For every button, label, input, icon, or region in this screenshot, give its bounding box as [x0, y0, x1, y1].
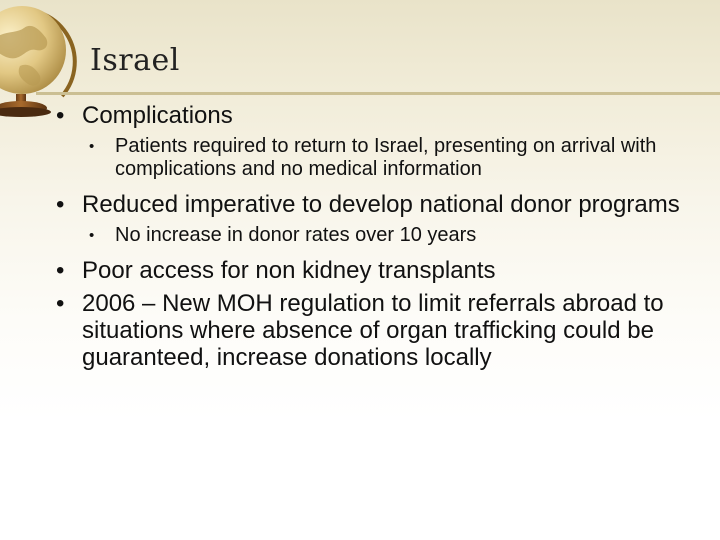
- bullet-text: Patients required to return to Israel, presenting on arrival with complications and no medical information: [115, 135, 657, 180]
- bullet-text: Reduced imperative to develop national donor programs: [82, 191, 680, 218]
- bullet-icon: •: [56, 102, 65, 129]
- slide-title: Israel: [90, 43, 180, 78]
- bullet-icon: •: [56, 257, 65, 284]
- bullet-icon: •: [89, 138, 95, 155]
- bullet-text: Complications: [82, 102, 233, 129]
- sub-bullet-no-increase: [56, 224, 696, 247]
- slide-content: [56, 102, 696, 377]
- title-divider: [36, 92, 720, 95]
- bullet-poor-access: [56, 257, 696, 284]
- bullet-moh-regulation: [56, 290, 696, 371]
- bullet-text: Poor access for non kidney transplants: [82, 257, 496, 284]
- bullet-text: 2006 – New MOH regulation to limit referrals abroad to situations where absence of organ trafficking could be guaranteed, increase donations locally: [82, 290, 664, 371]
- bullet-icon: •: [56, 191, 65, 218]
- sub-bullet-patients-return: [56, 135, 696, 181]
- bullet-reduced-imperative: [56, 191, 696, 218]
- bullet-icon: •: [89, 227, 95, 244]
- bullet-text: No increase in donor rates over 10 years: [115, 224, 477, 246]
- bullet-icon: •: [56, 290, 65, 317]
- globe-icon: [0, 0, 78, 118]
- bullet-complications: [56, 102, 696, 129]
